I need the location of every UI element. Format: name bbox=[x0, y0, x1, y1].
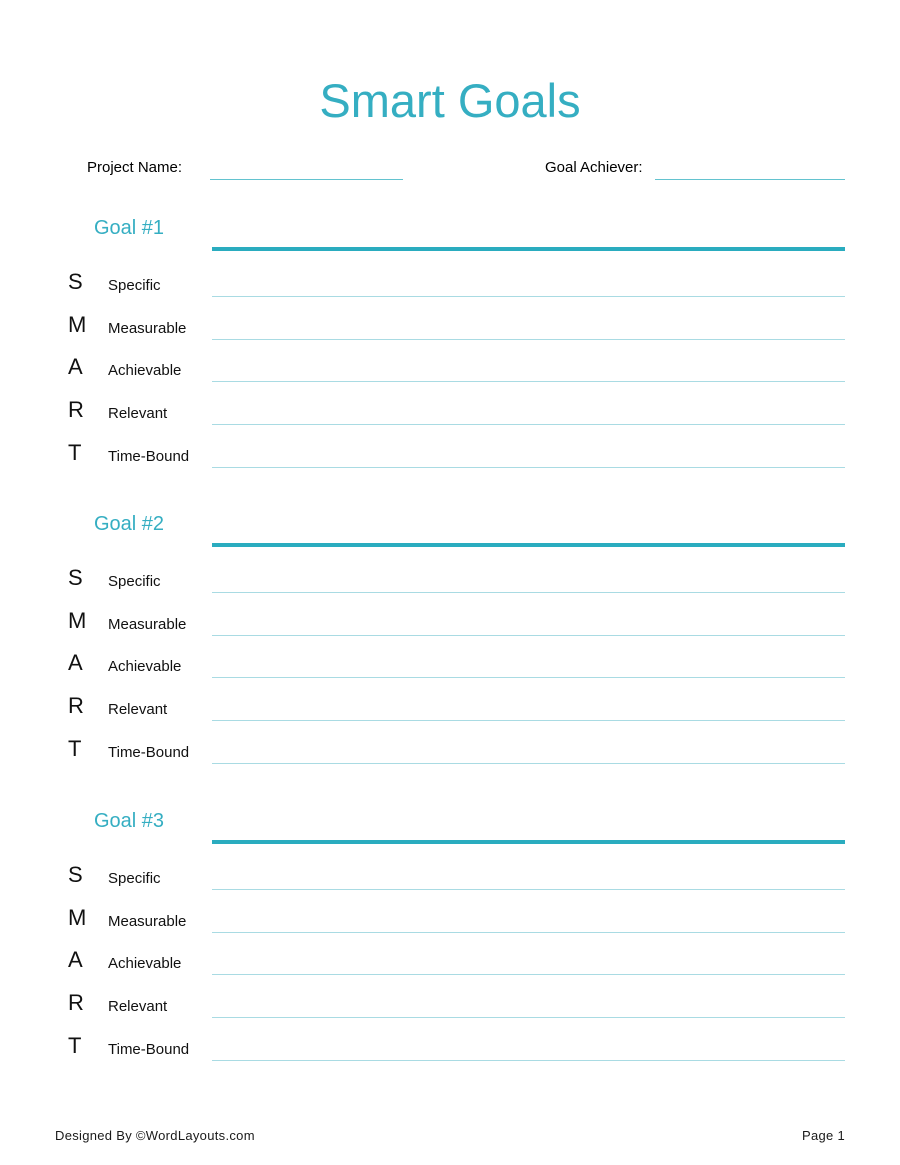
goal-section bbox=[0, 216, 900, 496]
footer-credit: Designed By ©WordLayouts.com bbox=[55, 1128, 255, 1143]
goal-title: Goal #1 bbox=[94, 217, 165, 239]
smart-letter: T bbox=[68, 439, 82, 465]
smart-letter: S bbox=[68, 862, 83, 887]
smart-letter: T bbox=[68, 735, 82, 761]
smart-row-label: Achievable bbox=[108, 362, 182, 380]
smart-row bbox=[0, 398, 900, 430]
footer-page-number: Page 1 bbox=[801, 1128, 845, 1143]
smart-row-label: Time-Bound bbox=[108, 1040, 190, 1058]
smart-letter: S bbox=[68, 269, 83, 294]
smart-letter: M bbox=[68, 311, 87, 337]
smart-letter: A bbox=[68, 947, 83, 973]
goal-title: Goal #3 bbox=[94, 810, 165, 832]
project-name-label: Project Name: bbox=[87, 159, 183, 176]
page-title: Smart Goals bbox=[319, 74, 581, 128]
smart-letter: R bbox=[68, 693, 84, 719]
smart-row-label: Time-Bound bbox=[108, 743, 190, 761]
smart-row-field[interactable] bbox=[212, 871, 845, 890]
smart-row-field[interactable] bbox=[212, 574, 845, 593]
smart-letter: A bbox=[68, 354, 83, 380]
smart-row bbox=[0, 737, 900, 769]
smart-row bbox=[0, 991, 900, 1023]
smart-row bbox=[0, 1034, 900, 1066]
smart-letter: A bbox=[68, 650, 83, 676]
smart-row-field[interactable] bbox=[212, 956, 845, 975]
smart-row-label: Measurable bbox=[108, 319, 187, 337]
smart-row-field[interactable] bbox=[212, 617, 845, 636]
smart-letter: M bbox=[68, 904, 87, 930]
smart-row-label: Relevant bbox=[108, 701, 168, 719]
smart-row bbox=[0, 948, 900, 980]
smart-row-label: Measurable bbox=[108, 912, 187, 930]
smart-letter: S bbox=[68, 565, 83, 590]
smart-row-field[interactable] bbox=[212, 321, 845, 340]
smart-row bbox=[0, 651, 900, 683]
smart-row-field[interactable] bbox=[212, 745, 845, 764]
smart-row-field[interactable] bbox=[212, 1042, 845, 1061]
goal-divider-rule bbox=[212, 840, 845, 844]
goal-divider-rule bbox=[212, 543, 845, 547]
smart-row-field[interactable] bbox=[212, 659, 845, 678]
smart-row-field[interactable] bbox=[212, 363, 845, 382]
smart-row bbox=[0, 609, 900, 641]
smart-row-label: Achievable bbox=[108, 658, 182, 676]
smart-row-field[interactable] bbox=[212, 406, 845, 425]
smart-row-label: Specific bbox=[108, 277, 161, 294]
smart-letter: T bbox=[68, 1032, 82, 1058]
smart-row-field[interactable] bbox=[212, 449, 845, 468]
smart-row-field[interactable] bbox=[212, 999, 845, 1018]
smart-row-field[interactable] bbox=[212, 702, 845, 721]
goal-achiever-field[interactable] bbox=[655, 164, 845, 180]
smart-letter: R bbox=[68, 397, 84, 423]
smart-row-field[interactable] bbox=[212, 278, 845, 297]
smart-row bbox=[0, 441, 900, 473]
goal-title: Goal #2 bbox=[94, 513, 165, 535]
smart-row-label: Achievable bbox=[108, 955, 182, 973]
smart-row bbox=[0, 355, 900, 387]
goal-section bbox=[0, 809, 900, 1089]
smart-row bbox=[0, 270, 900, 302]
goal-divider-rule bbox=[212, 247, 845, 251]
smart-row-label: Specific bbox=[108, 573, 161, 590]
smart-row bbox=[0, 863, 900, 895]
project-name-field[interactable] bbox=[210, 164, 403, 180]
smart-row-field[interactable] bbox=[212, 914, 845, 933]
goal-achiever-label: Goal Achiever: bbox=[545, 159, 643, 176]
smart-row-label: Time-Bound bbox=[108, 447, 190, 465]
smart-row-label: Relevant bbox=[108, 405, 168, 423]
smart-letter: M bbox=[68, 607, 87, 633]
smart-row-label: Measurable bbox=[108, 615, 187, 633]
smart-row-label: Specific bbox=[108, 870, 161, 887]
smart-row bbox=[0, 906, 900, 938]
goal-section bbox=[0, 512, 900, 792]
smart-row bbox=[0, 694, 900, 726]
smart-row-label: Relevant bbox=[108, 998, 168, 1016]
smart-letter: R bbox=[68, 990, 84, 1016]
smart-row bbox=[0, 566, 900, 598]
smart-row bbox=[0, 313, 900, 345]
